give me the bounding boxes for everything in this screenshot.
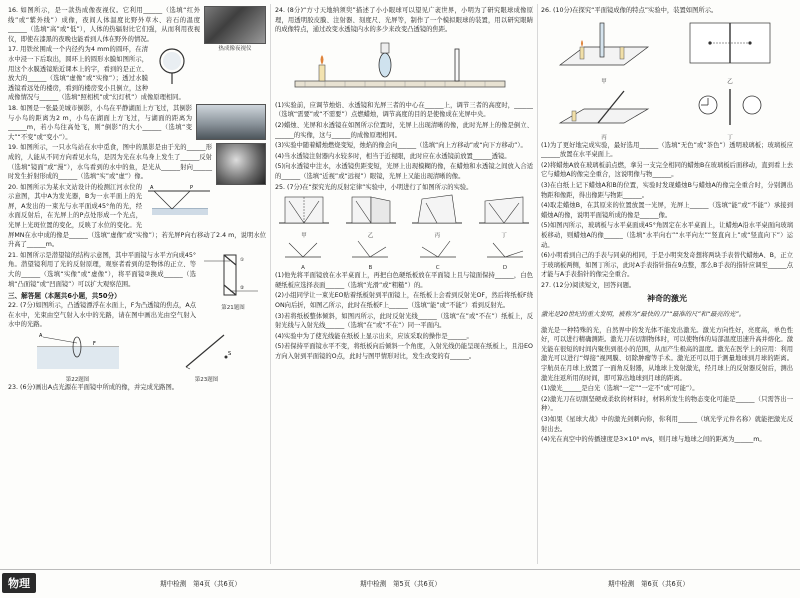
figure-25-panel-c bbox=[408, 193, 466, 239]
question-26-item-6: (6)小明看到自己的手表与同桌的相同，于是小明突发奇想将两块手表替代蜡烛A、B，正立于玻璃板两侧，如图丁所示，此时A手表指针指在9点整，那么B手表的指针应调至______点才能与A手表指针的像完全重合。 bbox=[541, 252, 793, 279]
figure-25-panels bbox=[275, 193, 533, 239]
column-page-5 bbox=[275, 6, 533, 566]
question-24-subitems bbox=[275, 101, 533, 182]
option-panel-a bbox=[281, 239, 325, 271]
lens-water-diagram bbox=[33, 331, 123, 371]
svg-text:F: F bbox=[92, 341, 96, 347]
tilted-glass-setup bbox=[554, 85, 654, 129]
city-reflection-photo bbox=[196, 104, 266, 140]
question-16: 16. 如图所示，是一款热成像夜视仪。它利用______（选填“红外线”或“紫外线”）成像，夜间人体温度比野外草木、岩石的温度______（选填“高”或“低”），人体的热辐射比它们强，从而利用夜视仪，即使在漆黑的夜晚也能看到人体在野外的情况。 bbox=[8, 7, 200, 43]
svg-text:①: ① bbox=[240, 257, 245, 263]
article-quote: 激光是20世纪的重大发明，被称为“最快的刀”“最准的尺”和“最亮的光”。 bbox=[541, 310, 745, 318]
question-17: 17. 用铁丝围成一个内径约为4 mm的圆环，在清水中浸一下后取出，圆环上的圆形水膜如图所示，用这个水膜透镜贴近课本上的字，看到的是正立、放大的______（选填“虚像”或“实像”）；透过水膜透镜看远处的楼房，看到的楼房变小且倒立，这种成像情况与______（选填“照相机”或“幻灯机”）成像原理相同。 bbox=[8, 46, 185, 102]
page-number-6: 期中检测 第6页（共6页） bbox=[608, 580, 689, 588]
figure-25-label-c: 丙 bbox=[434, 233, 441, 240]
question-27-item-4: (4)光在真空中的传播速度是3×10⁸ m/s，则月球与地球之间的距离为______m。 bbox=[541, 436, 766, 444]
question-26-item-2: (2)将蜡烛A放在玻璃板前点燃，拿另一支完全相同的蜡烛B在玻璃板后面移动，直到看上去它与蜡烛A的像完全重合，这说明像与物______。 bbox=[541, 161, 793, 179]
water-level-diagram bbox=[146, 183, 212, 217]
option-panel-c bbox=[416, 239, 460, 271]
figure-25-options bbox=[275, 239, 533, 271]
figure-23-caption: 第23题图 bbox=[194, 377, 219, 383]
reflection-board-a bbox=[275, 193, 333, 227]
figure-26-panel-c bbox=[554, 85, 654, 141]
question-24-item-5: (5)向水透镜中注水，水透镜焦距变短，光屏上出现模糊的像，在蜡烛和水透镜之间放入合适的______（选填“近视”或“远视”）眼镜，光屏上又能出现清晰的像。 bbox=[275, 163, 533, 180]
question-19: 19. 如图所示，一只水鸟站在水中觅食，图中的黑影是由于光的______形成的，人能从不同方向看见水鸟，是因为光在水鸟身上发生了______反射（选填“镜面”或“漫”），水鸟看到的水中的鱼，是光从______射向______时发生折射形成的______（选填“实”或“虚”）像。 bbox=[8, 144, 212, 181]
column-divider-1 bbox=[270, 4, 271, 564]
question-26-subitems bbox=[541, 141, 793, 280]
figure-25-panel-d bbox=[475, 193, 533, 239]
option-label-b: B bbox=[368, 265, 373, 272]
figure-25-panel-a bbox=[275, 193, 333, 239]
figure-22 bbox=[33, 331, 123, 383]
question-24: 24. (8分)“方寸天地纳须臾”描述了小小眼球可以望见广袤世界，小明为了研究眼球成像原理，用透明胶皮膜、注射器、刻度尺、光屏等，制作了一个模拟眼球的装置，用以研究眼睛的成像特点，通过改变水透镜内水的多少来改变凸透镜的焦距。 bbox=[275, 7, 533, 34]
plane-mirror-setup-a bbox=[554, 17, 654, 73]
page-number-5: 期中检测 第5页（共6页） bbox=[360, 580, 441, 588]
question-27-item-2: (2)激光刀在切割坚硬或柔软的材料时，材料所发生的物态变化可能是______（只需答出一种）。 bbox=[541, 395, 793, 413]
figure-25-label-a: 甲 bbox=[301, 233, 307, 240]
figure-26-label-b: 乙 bbox=[727, 78, 733, 85]
figure-22-caption: 第22题图 bbox=[65, 377, 90, 383]
svg-text:A: A bbox=[150, 184, 154, 191]
subject-badge: 物理 bbox=[2, 573, 36, 593]
figure-periscope bbox=[200, 251, 266, 311]
figure-26-bottom bbox=[541, 85, 793, 141]
question-24-item-4: (4)当水透镜注射器内水较多时，相当于近视眼，此时应在水透镜前放置______透镜。 bbox=[275, 152, 511, 160]
periscope-diagram bbox=[200, 251, 264, 299]
option-c-rays bbox=[416, 239, 460, 261]
figure-25-label-d: 丁 bbox=[501, 233, 507, 240]
watch-mirror-setup bbox=[680, 85, 780, 129]
figures-22-23 bbox=[8, 331, 266, 383]
water-film-ring-diagram bbox=[152, 45, 198, 85]
question-26-item-4: (4)取走蜡烛B，在其原来的位置放置一光屏，光屏上______（选填“能”或“不能”）承接到蜡烛A的像，说明平面镜所成的像是______像。 bbox=[541, 202, 793, 219]
page-number-4: 期中检测 第4页（共6页） bbox=[160, 580, 241, 588]
figure-water-bird bbox=[216, 143, 266, 185]
reflection-board-d bbox=[475, 193, 533, 227]
question-27-item-3: (3)如果《星球大战》中的激光剑刺向你，你利用______（填光学元件名称）就能把激光反射出去。 bbox=[541, 416, 793, 433]
question-21: 21. 如图所示是潜望镜的结构示意图，其中平面镜与水平方向成45°角。潜望镜利用了光的反射原理，观察者看到的是物体的正立、等大的______（选填“实像”或“虚像”），将平面镜②换成______（选填“凸面镜”或“凹面镜”）可以扩大观察范围。 bbox=[8, 251, 196, 288]
question-22: 22. (7分)如图所示，凸透镜漂浮在水面上，F为凸透镜的焦点，A点在水中，光束由空气射入水中的光路，请在图中画出光由空气射入水中的光路。 bbox=[8, 302, 196, 329]
question-25-item-1: (1)他先将平面镜放在水平桌面上，再把白色硬纸板放在平面镜上且与镜面保持______，白色硬纸板应选择表面______（选填“光滑”或“粗糙”）的。 bbox=[275, 272, 533, 289]
option-label-a: A bbox=[301, 265, 305, 272]
svg-text:P: P bbox=[190, 184, 194, 191]
column-page-4 bbox=[8, 6, 266, 566]
figure-25-label-b: 乙 bbox=[367, 233, 374, 240]
question-24-item-1: (1)实验前，应调节烛焰、水透镜和光屏三者的中心在______上，调节三者的高度时，______（选填“需要”或“不需要”）点燃蜡烛，调节高度的目的是使像成在光屏中央。 bbox=[275, 101, 533, 119]
plane-mirror-setup-b bbox=[680, 17, 780, 73]
svg-text:S: S bbox=[227, 351, 231, 357]
option-label-d: D bbox=[502, 265, 508, 272]
page-footer bbox=[0, 569, 800, 599]
question-25: 25. (7分)在“探究光的反射定律”实验中，小明进行了如图所示的实验。 bbox=[275, 183, 473, 191]
option-label-c: C bbox=[435, 265, 440, 272]
question-24-item-2: (2)蜡烛、光屏和水透镜在如图所示位置时，光屏上出现清晰的像，此时光屏上的像是倒立、______的实像，这与______的成像原理相同。 bbox=[275, 121, 533, 139]
question-25-subitems bbox=[275, 271, 533, 361]
night-vision-photo bbox=[204, 6, 266, 44]
question-24-item-3: (3)实验中随着蜡烛燃烧变短，烛焰的像会向______（选填“向上方移动”或“向下方移动”）。 bbox=[275, 142, 527, 150]
question-26-item-3: (3)在白纸上记下蜡烛A和B的位置，实验时发现蜡烛B与蜡烛A的像完全重合时，分别测出物距和像距，得出像距与物距______。 bbox=[541, 181, 793, 199]
question-25-item-3: (3)若将纸板整体倾斜，如图丙所示，此时反射光线______（选填“在”或“不在”）纸板上，反射光线与入射光线______（选填“在”或“不在”）同一平面内。 bbox=[275, 312, 533, 330]
question-26-item-1: (1)为了更好地完成实验，最好选用______（选填“无色”或“茶色”）透明玻璃板；玻璃板应______放置在水平桌面上。 bbox=[541, 141, 793, 159]
water-bird-photo bbox=[216, 143, 266, 185]
question-23: 23. (6分)画出A点光源在平面镜中所成的像，并完成光路图。 bbox=[8, 384, 179, 391]
figure-23 bbox=[172, 331, 242, 383]
eye-model-apparatus bbox=[275, 37, 525, 99]
figure-25-panel-b bbox=[342, 193, 400, 239]
option-panel-b bbox=[348, 239, 392, 271]
column-divider-2 bbox=[537, 4, 538, 564]
question-18: 18. 如图是一张最美城市倒影，小鸟在平静湖面上方飞过，其倒影与小鸟的距离为2 m，小鸟在湖面上方飞过，与湖面的距离为______m，若小鸟往高处飞，则“倒影”的大小______（选填“变大”“不变”或“变小”）。 bbox=[8, 104, 192, 141]
figure-water-level bbox=[146, 183, 212, 221]
figure-26-label-c: 丙 bbox=[601, 134, 607, 141]
figure-26-label-d: 丁 bbox=[727, 134, 733, 141]
mirror-point-diagram bbox=[172, 331, 242, 371]
option-a-rays bbox=[281, 239, 325, 261]
figure-26-panel-b bbox=[680, 17, 780, 85]
periscope-caption: 第21题图 bbox=[221, 304, 245, 311]
column-page-6 bbox=[541, 6, 793, 566]
option-b-rays bbox=[348, 239, 392, 261]
question-25-item-2: (2)小组同学让一束光EO贴着纸板射到平面镜上，在纸板上会看到反射光OF，然后将纸板F绕ON向后折，如图乙所示，此时在纸板F上______（选填“能”或“不能”）看到反射光。 bbox=[275, 292, 533, 309]
question-26-item-5: (5)如图丙所示，玻璃板与水平桌面成45°角固定在水平桌面上，让蜡烛A沿水平桌面向玻璃板移动，则蜡烛A的像______（选填“水平向右”“水平向左”“竖直向上”或“竖直向下”）运动。 bbox=[541, 222, 793, 249]
question-25-item-4: (4)实验中为了使光线能在纸板上显示出来，应该采取的操作是______。 bbox=[275, 332, 473, 340]
question-27-subitems bbox=[541, 384, 793, 445]
reflection-board-b bbox=[342, 193, 400, 227]
figure-26-panel-d bbox=[680, 85, 780, 141]
reflection-board-c bbox=[408, 193, 466, 227]
question-20: 20. 如图所示为某水文站设计的检测江河水位的示意图，其中A为发光器，B为一水平面上的光屏，A发出的一束光与水平面成45°角的光，经水面反射后，在光屏上的P点处形成一个光点，光屏上光斑位置的变化，反映了水位的变化。光屏MN在水中成的像是______（选填“虚像”或“实像”）；若光屏P向右移动了2.4 m，说明水位升高了______m。 bbox=[8, 183, 266, 249]
option-d-rays bbox=[483, 239, 527, 261]
figure-26-panel-a bbox=[554, 17, 654, 85]
svg-text:②: ② bbox=[240, 285, 245, 291]
figure-26-label-a: 甲 bbox=[601, 78, 607, 85]
question-25-item-5: (5)若保持平面镜水平不变，将纸板向后倾斜一个角度，入射光线仍能呈现在纸板上，且沿EO方向入射到平面镜的O点，此时与图甲情形对比，发生改变的有______。 bbox=[275, 343, 533, 360]
question-26: 26. (10分)在探究“平面镜成像的特点”实验中，装置如图所示。 bbox=[541, 7, 718, 14]
svg-text:A: A bbox=[38, 333, 42, 339]
night-vision-caption: 热成像夜视仪 bbox=[218, 46, 252, 52]
question-27: 27. (12分)阅读短文，回答问题。 bbox=[541, 281, 636, 289]
question-27-item-1: (1)激光______是白光（选填“一定”“一定不”或“可能”）。 bbox=[541, 385, 699, 393]
section-3-heading: 三、解答题（本题共6小题，共50分） bbox=[8, 292, 121, 301]
option-panel-d bbox=[483, 239, 527, 271]
article-body: 激光是一种特殊的光，自然界中的发光体不能发出激光。激光方向性好，亮度高，单色性好，可以进行精确测距。激光刀在切割物体时，可以使物体的局部温度迅速升高并熔化。激光能在很短的时间内聚焦到很小的范围，从而产生极高的温度。激光在医学上的应用：利用激光可以进行“焊接”视网膜、切除肿瘤等手术。激光还可以用于测量地球到月球的距离。宇航员在月球上放置了一面角反射器，从地球上发射激光，经月球上的反射器反射后，测出激光往返所用的时间，即可算出地球到月球的距离。 bbox=[541, 326, 793, 382]
figure-city-reflection bbox=[196, 104, 266, 140]
figure-26-top bbox=[541, 17, 793, 85]
article-title: 神奇的激光 bbox=[647, 293, 687, 303]
figure-water-film bbox=[152, 45, 200, 89]
figure-night-vision bbox=[204, 6, 266, 52]
